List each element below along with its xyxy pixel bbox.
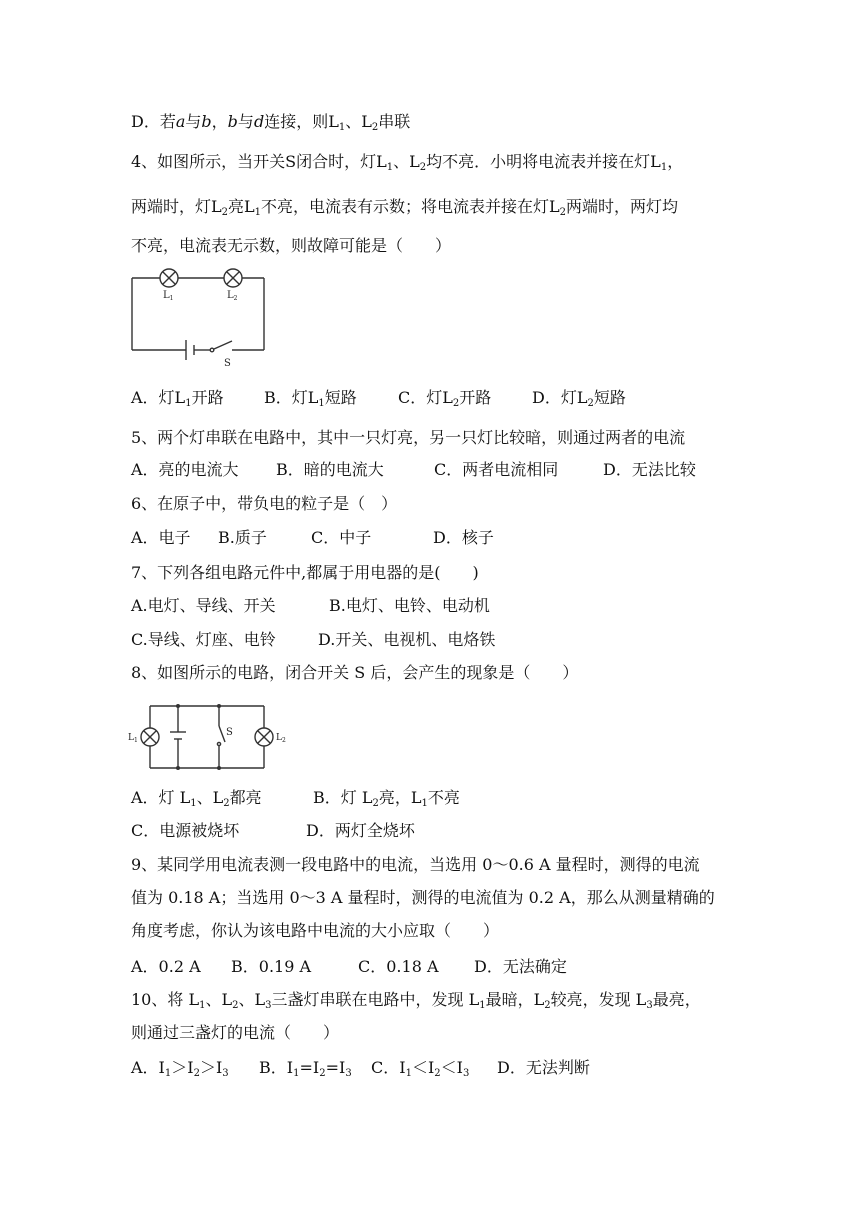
q9-option-b[interactable]: B．0.19 A bbox=[231, 957, 312, 976]
q10-option-d[interactable]: D．无法判断 bbox=[497, 1058, 590, 1077]
q6-option-a[interactable]: A．电子 bbox=[131, 528, 191, 547]
q4-option-c[interactable]: C．灯$L_2$开路 bbox=[398, 388, 492, 409]
q7-option-b[interactable]: B.电灯、电铃、电动机 bbox=[329, 596, 490, 615]
q6-option-b[interactable]: B.质子 bbox=[218, 528, 267, 547]
q8-stem: 8、如图所示的电路，闭合开关 S 后，会产生的现象是（ ） bbox=[131, 663, 579, 682]
q8-option-c[interactable]: C．电源被烧坏 bbox=[131, 821, 240, 840]
q4-option-a[interactable]: A．灯$L_1$开路 bbox=[131, 388, 224, 409]
q4-option-b[interactable]: B．灯$L_1$短路 bbox=[264, 388, 357, 409]
q9-option-d[interactable]: D．无法确定 bbox=[474, 957, 567, 976]
q4-lamp-l2-label: $L_2$ bbox=[227, 290, 238, 302]
q7-option-d[interactable]: D.开关、电视机、电烙铁 bbox=[318, 630, 496, 649]
q8-option-d[interactable]: D．两灯全烧坏 bbox=[306, 821, 415, 840]
q7-option-c[interactable]: C.导线、灯座、电铃 bbox=[131, 630, 276, 649]
q6-option-d[interactable]: D．核子 bbox=[433, 528, 494, 547]
q10-stem-line-2: 则通过三盏灯的电流（ ） bbox=[131, 1023, 340, 1042]
q4-circuit-diagram bbox=[128, 264, 268, 368]
q8-lamp-l2-label: $L_2$ bbox=[276, 733, 286, 744]
q4-stem-line-3: 不亮，电流表无示数，则故障可能是（ ） bbox=[131, 236, 452, 255]
q7-option-a[interactable]: A.电灯、导线、开关 bbox=[131, 596, 276, 615]
q7-stem: 7、下列各组电路元件中,都属于用电器的是( ) bbox=[131, 563, 479, 582]
q3-option-d: D．若a与b，b与d连接，则$L_1$、$L_2$串联 bbox=[131, 112, 411, 133]
q9-stem-line-2: 值为 0.18 A；当选用 0～3 A 量程时，测得的电流值为 0.2 A，那么从测量精确的 bbox=[131, 888, 715, 907]
q8-switch-label: S bbox=[226, 727, 233, 738]
q9-option-a[interactable]: A．0.2 A bbox=[131, 957, 201, 976]
q5-option-c[interactable]: C．两者电流相同 bbox=[434, 460, 559, 479]
q5-option-d[interactable]: D．无法比较 bbox=[603, 460, 696, 479]
q10-stem-line-1: 10、将 $L_1$、$L_2$、$L_3$三盏灯串联在电路中，发现 $L_1$最暗，$L_2$较亮，发现 $L_3$最亮， bbox=[131, 990, 701, 1011]
q8-option-a[interactable]: A．灯 $L_1$、$L_2$都亮 bbox=[131, 788, 262, 809]
q4-stem-line-1: 4、如图所示，当开关S闭合时，灯$L_1$、$L_2$均不亮．小明将电流表并接在灯$L_1$， bbox=[131, 152, 684, 173]
q4-lamp-l1-label: $L_1$ bbox=[163, 290, 174, 302]
q8-option-b[interactable]: B．灯 $L_2$亮，$L_1$不亮 bbox=[313, 788, 460, 809]
q4-switch-label: S bbox=[224, 358, 231, 368]
q5-option-b[interactable]: B．暗的电流大 bbox=[276, 460, 384, 479]
q9-stem-line-1: 9、某同学用电流表测一段电路中的电流，当选用 0～0.6 A 量程时，测得的电流 bbox=[131, 855, 700, 874]
q5-stem: 5、两个灯串联在电路中，其中一只灯亮，另一只灯比较暗，则通过两者的电流 bbox=[131, 428, 686, 447]
q10-option-b[interactable]: B．$I_1=I_2=I_3$ bbox=[259, 1058, 352, 1079]
q8-lamp-l1-label: $L_1$ bbox=[128, 733, 138, 744]
q5-option-a[interactable]: A．亮的电流大 bbox=[131, 460, 239, 479]
q10-option-c[interactable]: C．$I_1<I_2<I_3$ bbox=[371, 1058, 470, 1079]
q4-option-d[interactable]: D．灯$L_2$短路 bbox=[532, 388, 626, 409]
q6-stem: 6、在原子中，带负电的粒子是（ ） bbox=[131, 494, 398, 513]
q10-option-a[interactable]: A．$I_1>I_2>I_3$ bbox=[131, 1058, 229, 1079]
q8-circuit-diagram bbox=[126, 698, 292, 774]
q9-stem-line-3: 角度考虑，你认为该电路中电流的大小应取（ ） bbox=[131, 921, 500, 940]
q4-stem-line-2: 两端时，灯$L_2$亮$L_1$不亮，电流表有示数；将电流表并接在灯$L_2$两端时，两灯均 bbox=[131, 197, 679, 218]
q9-option-c[interactable]: C．0.18 A bbox=[358, 957, 439, 976]
q6-option-c[interactable]: C．中子 bbox=[311, 528, 372, 547]
